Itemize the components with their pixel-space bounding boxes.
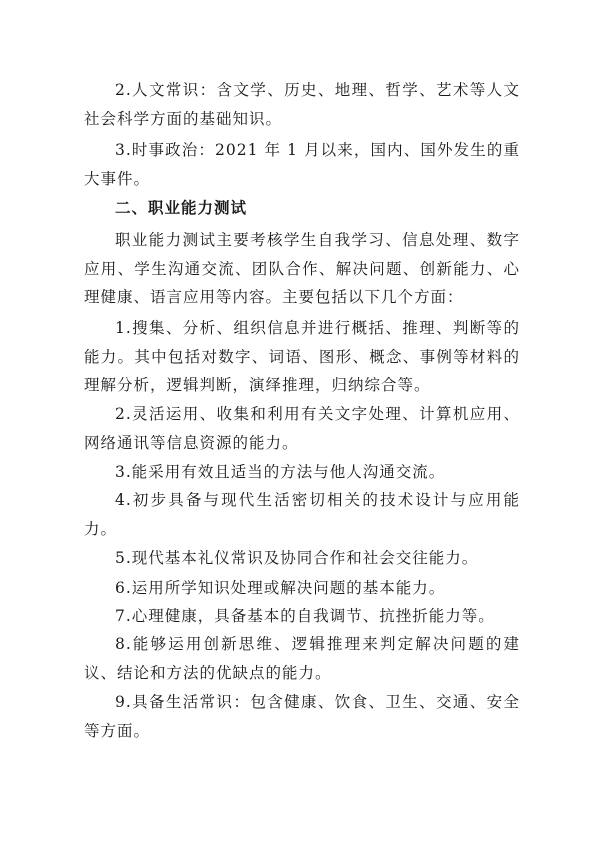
paragraph-intro: 职业能力测试主要考核学生自我学习、信息处理、数字应用、学生沟通交流、团队合作、解决问题、创新能力、心理健康、语言应用等内容。主要包括以下几个方面：: [84, 231, 520, 306]
list-item: 4.初步具备与现代生活密切相关的技术设计与应用能力。: [84, 491, 520, 538]
list-item: 3.能采用有效且适当的方法与他人沟通交流。: [115, 463, 446, 481]
list-item: 1.搜集、分析、组织信息并进行概括、推理、判断等的能力。其中包括对数字、词语、图形、概念、事例等材料的理解分析，逻辑判断，演绎推理，归纳综合等。: [84, 319, 520, 394]
list-item: 2.灵活运用、收集和利用有关文字处理、计算机应用、网络通讯等信息资源的能力。: [84, 405, 520, 452]
list-item: 8.能够运用创新思维、逻辑推理来判定解决问题的建议、结论和方法的优缺点的能力。: [84, 635, 520, 682]
list-item: 6.运用所学知识处理或解决问题的基本能力。: [115, 579, 446, 597]
list-item: 9.具备生活常识：包含健康、饮食、卫生、交通、安全等方面。: [84, 693, 520, 740]
list-item: 7.心理健康，具备基本的自我调节、抗挫折能力等。: [115, 607, 495, 625]
paragraph-humanities: 2.人文常识：含文学、历史、地理、哲学、艺术等人文社会科学方面的基础知识。: [84, 81, 520, 128]
section-heading: 二、职业能力测试: [115, 199, 248, 217]
paragraph-current-affairs: 3.时事政治：2021 年 1 月以来，国内、国外发生的重大事件。: [84, 141, 520, 188]
list-item: 5.现代基本礼仪常识及协同合作和社会交往能力。: [115, 549, 479, 567]
